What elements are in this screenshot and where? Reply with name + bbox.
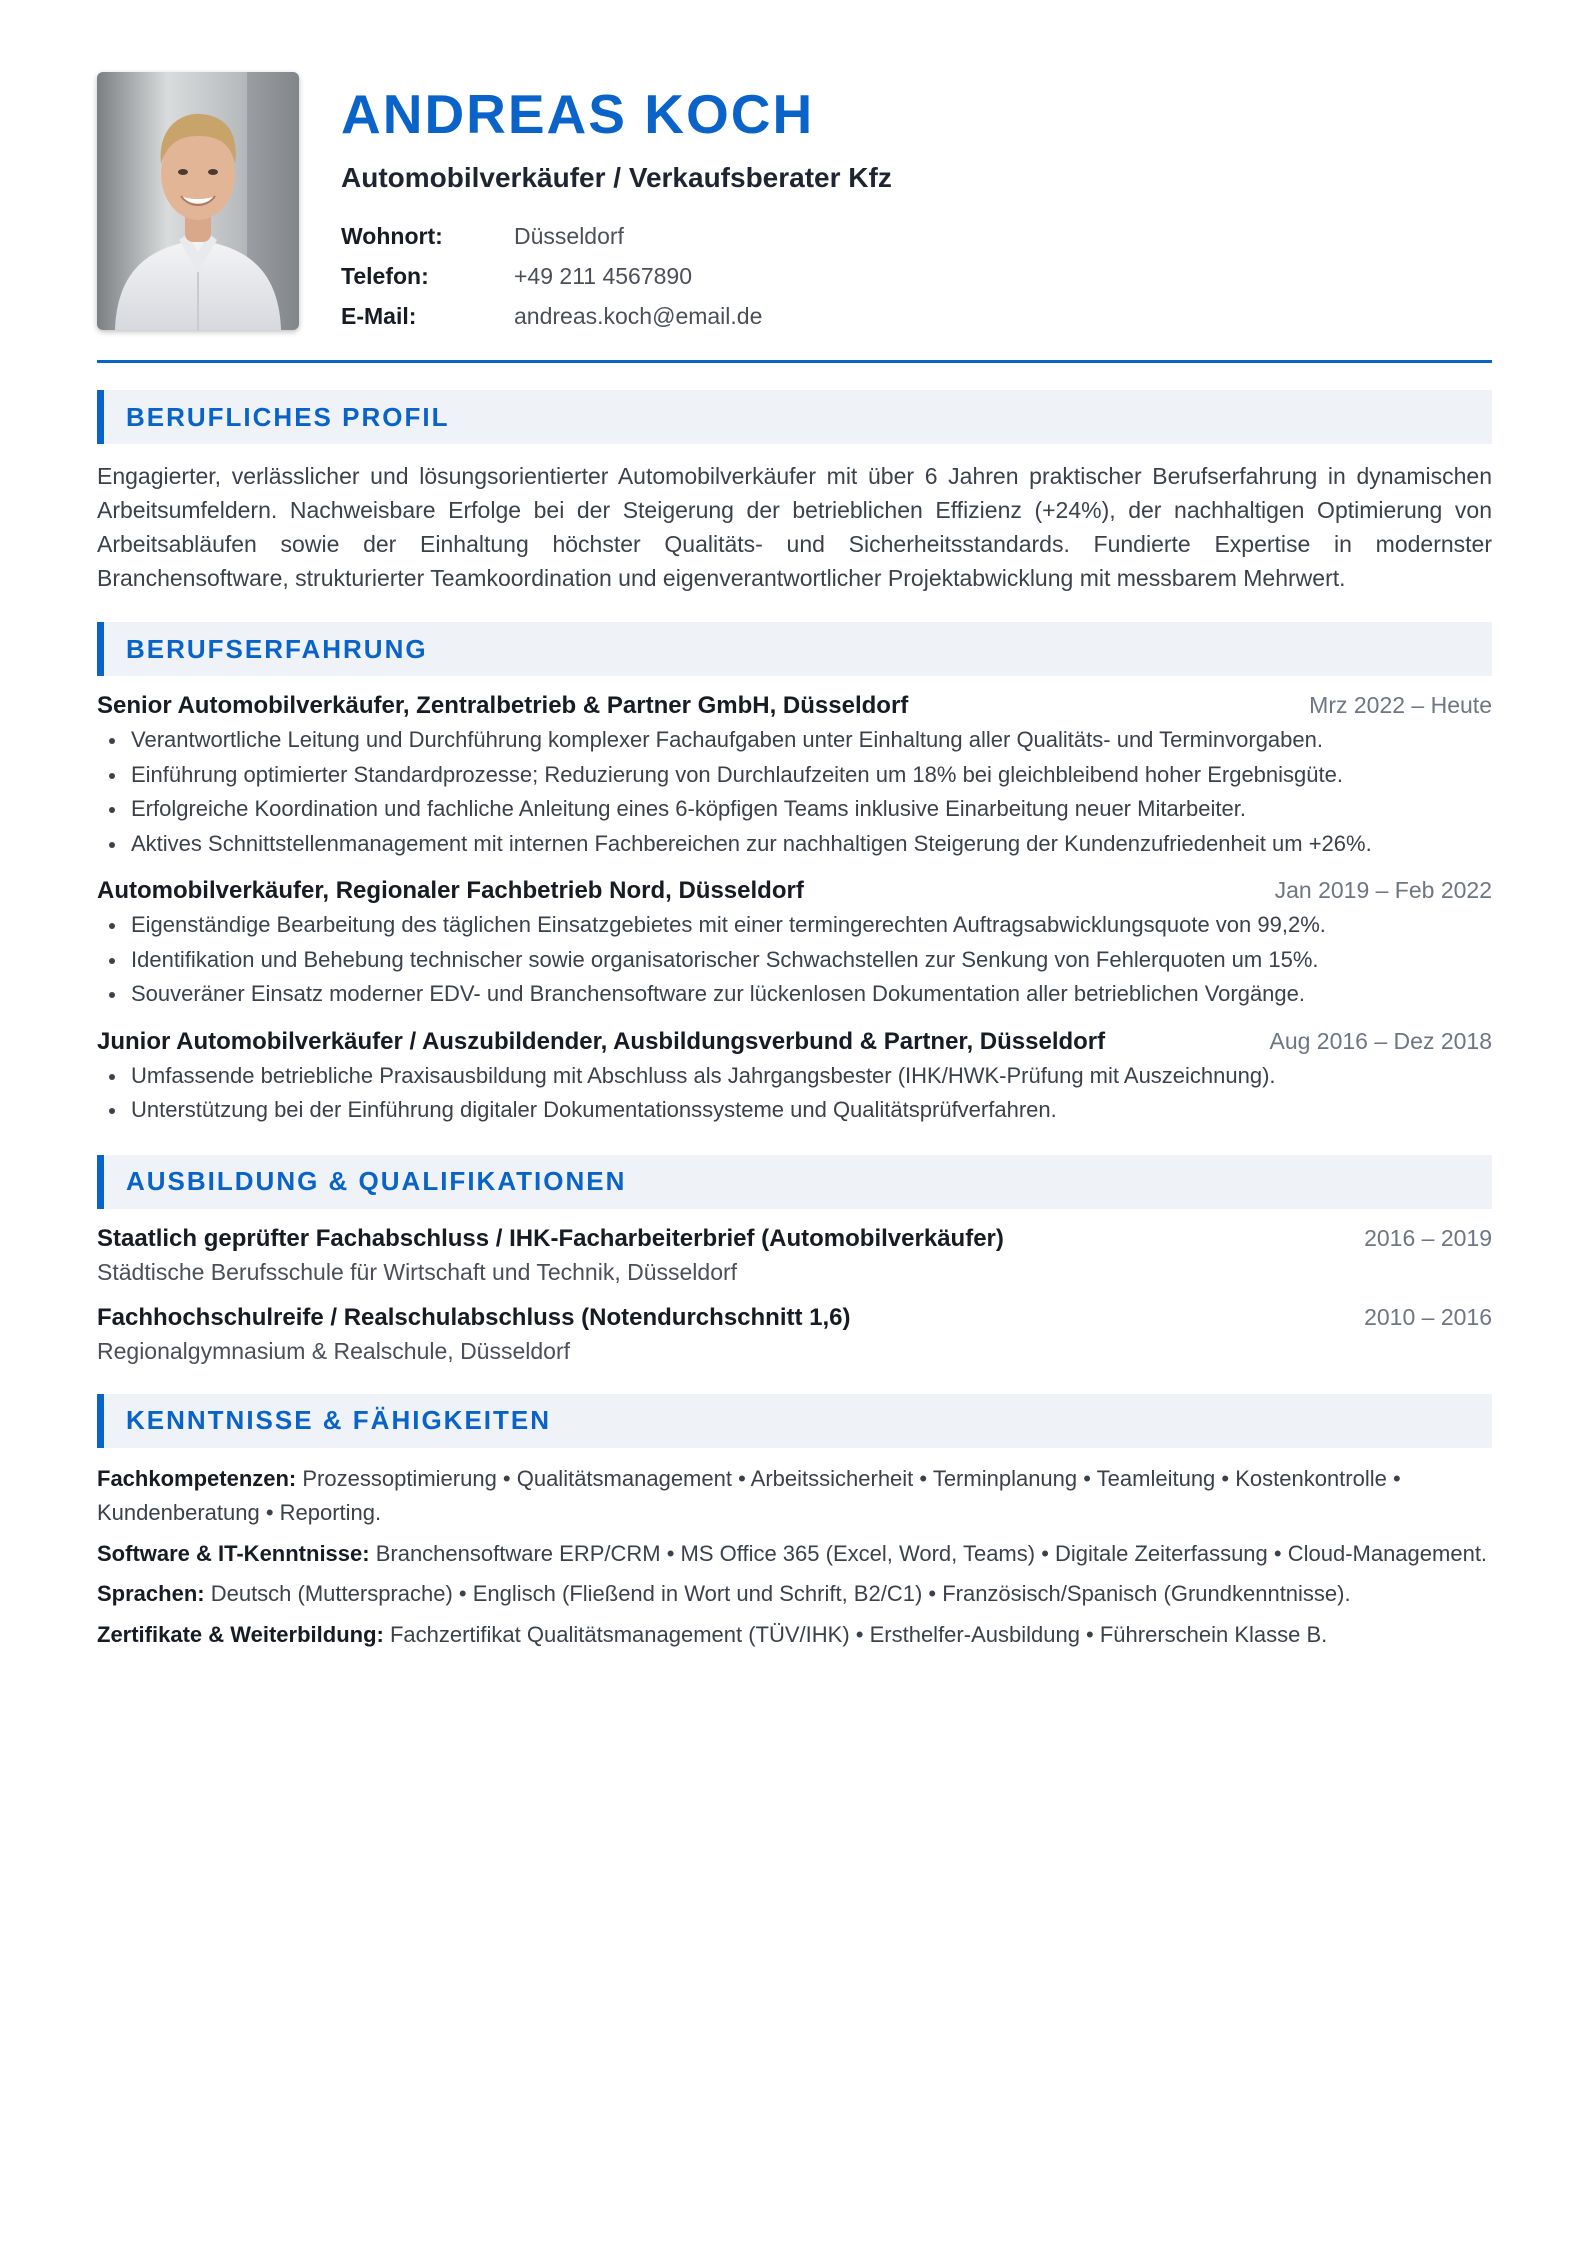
skill-text: Deutsch (Muttersprache) • Englisch (Fließend in Wort und Schrift, B2/C1) • Französisch/Spanisch (Grundkenntnisse). — [204, 1581, 1351, 1606]
education-school: Städtische Berufsschule für Wirtschaft und Technik, Düsseldorf — [97, 1258, 738, 1285]
section-heading-experience: BERUFSERFAHRUNG — [97, 622, 1492, 676]
education-school: Regionalgymnasium & Realschule, Düsseldorf — [97, 1337, 571, 1364]
education-entry — [97, 1300, 1492, 1367]
skill-label: Software & IT-Kenntnisse: — [97, 1540, 370, 1566]
education-header — [97, 1221, 1492, 1256]
contact-list — [341, 216, 892, 336]
list-item: Unterstützung bei der Einführung digitaler Dokumentationssysteme und Qualitätsprüfverfahren. — [131, 1093, 1492, 1128]
contact-label: E-Mail: — [341, 303, 417, 329]
job-bullets — [97, 1059, 1492, 1128]
education-date: 2010 – 2016 — [1364, 1303, 1492, 1330]
header-text — [341, 72, 892, 336]
skill-label: Zertifikate & Weiterbildung: — [97, 1621, 384, 1647]
profile-photo — [97, 72, 299, 330]
job-role: Junior Automobilverkäufer / Auszubildender, Ausbildungsverbund & Partner, Düsseldorf — [97, 1027, 1106, 1055]
job-entry — [97, 873, 1492, 1012]
skills-list — [97, 1462, 1492, 1653]
education-title: Staatlich geprüfter Fachabschluss / IHK-Facharbeiterbrief (Automobilverkäufer) — [97, 1224, 1004, 1252]
section-heading-education: AUSBILDUNG & QUALIFIKATIONEN — [97, 1155, 1492, 1209]
list-item: Souveräner Einsatz moderner EDV- und Branchensoftware zur lückenlosen Dokumentation aller betrieblichen Vorgänge. — [131, 977, 1492, 1012]
contact-row-phone — [341, 256, 892, 296]
education-title: Fachhochschulreife / Realschulabschluss (Notendurchschnitt 1,6) — [97, 1303, 851, 1331]
section-heading-skills: KENNTNISSE & FÄHIGKEITEN — [97, 1394, 1492, 1448]
contact-value: andreas.koch@email.de — [514, 303, 763, 329]
skill-label: Sprachen: — [97, 1581, 205, 1606]
header-divider — [97, 360, 1492, 363]
contact-row-email — [341, 296, 892, 336]
contact-value: +49 211 4567890 — [514, 263, 693, 289]
job-header — [97, 688, 1492, 723]
job-entry — [97, 1024, 1492, 1128]
contact-value: Düsseldorf — [514, 223, 624, 249]
job-bullets — [97, 908, 1492, 1012]
job-date: Mrz 2022 – Heute — [1309, 692, 1492, 718]
list-item: Identifikation und Behebung technischer sowie organisatorischer Schwachstellen zur Senkung von Fehlerquoten um 15%. — [131, 943, 1492, 978]
job-header — [97, 873, 1492, 908]
list-item: Erfolgreiche Koordination und fachliche Anleitung eines 6-köpfigen Teams inklusive Einarbeitung neuer Mitarbeiter. — [131, 792, 1492, 827]
list-item: Umfassende betriebliche Praxisausbildung mit Abschluss als Jahrgangsbester (IHK/HWK-Prüfung mit Auszeichnung). — [131, 1059, 1492, 1094]
contact-label: Wohnort: — [341, 223, 443, 249]
job-header — [97, 1024, 1492, 1059]
list-item: Verantwortliche Leitung und Durchführung komplexer Fachaufgaben unter Einhaltung aller Qualitäts- und Terminvorgaben. — [131, 723, 1492, 758]
candidate-name: ANDREAS KOCH — [341, 83, 815, 145]
skill-row — [97, 1537, 1492, 1572]
job-role: Senior Automobilverkäufer, Zentralbetrieb & Partner GmbH, Düsseldorf — [97, 692, 909, 719]
list-item: Aktives Schnittstellenmanagement mit internen Fachbereichen zur nachhaltigen Steigerung der Kundenzufriedenheit um +26%. — [131, 827, 1492, 862]
candidate-title: Automobilverkäufer / Verkaufsberater Kfz — [341, 162, 892, 193]
contact-row-residence — [341, 216, 892, 256]
job-role: Automobilverkäufer, Regionaler Fachbetrieb Nord, Düsseldorf — [97, 877, 804, 904]
job-date: Jan 2019 – Feb 2022 — [1274, 877, 1492, 903]
section-heading-profile: BERUFLICHES PROFIL — [97, 390, 1492, 444]
contact-label: Telefon: — [341, 263, 429, 289]
education-date: 2016 – 2019 — [1364, 1224, 1492, 1251]
job-entry — [97, 688, 1492, 861]
profile-summary: Engagierter, verlässlicher und lösungsorientierter Automobilverkäufer mit über 6 Jahren praktischer Berufserfahrung in dynamischen Arbeitsumfeldern. Nachweisbare Erfolge bei der Steigerung der betrieblichen Effizienz (+24%), der nachhaltigen Optimierung von Arbeitsabläufen sowie der Einhaltung höchster Qualitäts- und Sicherheitsstandards. Fundierte Expertise in modernster Branchensoftware, strukturierter Teamkoordination und eigenverantwortlicher Projektabwicklung mit messbarem Mehrwert. — [97, 463, 1492, 591]
skill-text: Prozessoptimierung • Qualitätsmanagement • Arbeitssicherheit • Terminplanung • Teamleitung • Kostenkontrolle • Kundenberatung • Reporting. — [97, 1465, 1401, 1525]
skill-row — [97, 1618, 1492, 1653]
list-item: Einführung optimierter Standardprozesse; Reduzierung von Durchlaufzeiten um 18% bei gleichbleibend hoher Ergebnisgüte. — [131, 758, 1492, 793]
skill-row — [97, 1462, 1492, 1531]
skill-text: Fachzertifikat Qualitätsmanagement (TÜV/IHK) • Ersthelfer-Ausbildung • Führerschein Klasse B. — [383, 1621, 1328, 1647]
job-date: Aug 2016 – Dez 2018 — [1269, 1027, 1492, 1054]
education-header — [97, 1300, 1492, 1335]
skill-label: Fachkompetenzen: — [97, 1465, 297, 1491]
resume-header — [97, 72, 1492, 336]
skill-row — [97, 1577, 1492, 1612]
job-bullets — [97, 723, 1492, 861]
skill-text: Branchensoftware ERP/CRM • MS Office 365 (Excel, Word, Teams) • Digitale Zeiterfassung • Cloud-Management. — [369, 1540, 1488, 1566]
list-item: Eigenständige Bearbeitung des täglichen Einsatzgebietes mit einer termingerechten Auftragsabwicklungsquote von 99,2%. — [131, 908, 1492, 943]
education-entry — [97, 1221, 1492, 1288]
